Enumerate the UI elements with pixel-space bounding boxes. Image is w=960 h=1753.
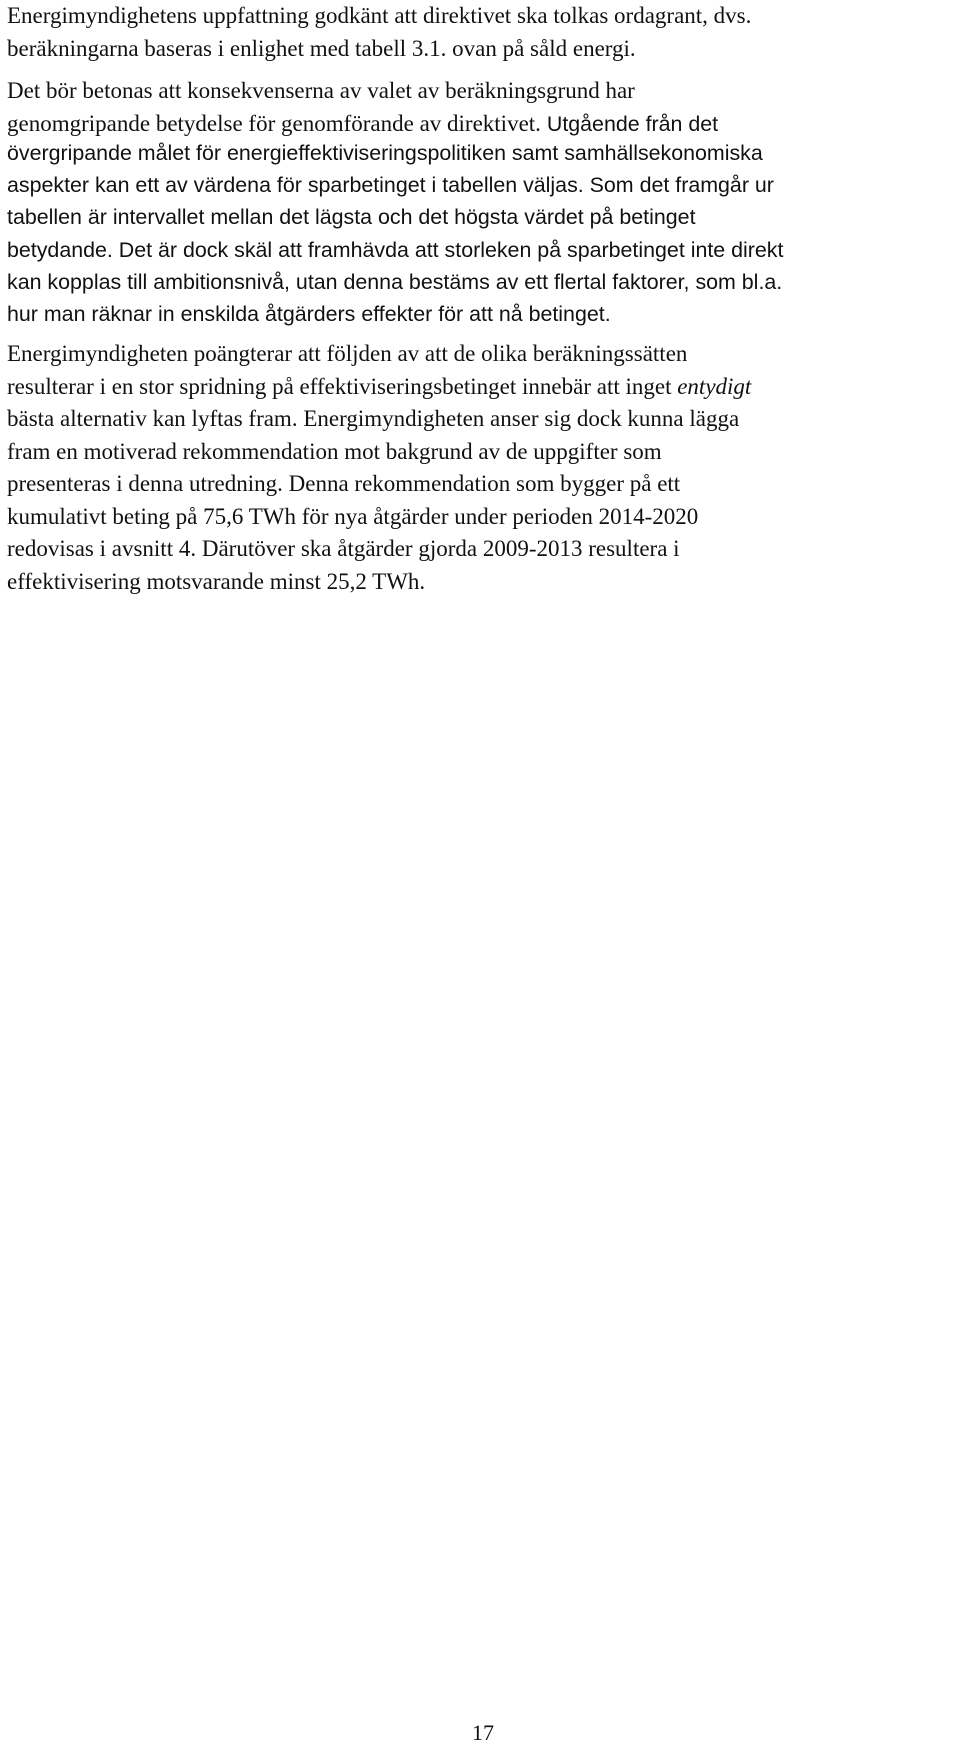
emphasis-text: entydigt bbox=[677, 373, 752, 399]
page-number: 17 bbox=[472, 1720, 494, 1745]
paragraph-2-serif bbox=[7, 75, 718, 140]
text-line: fram en motiverad rekommendation mot bakgrund av de uppgifter som bbox=[7, 438, 662, 464]
text-segment: resulterar i en stor spridning på effektiviseringsbetinget innebär att inget bbox=[7, 373, 678, 399]
text-line: presenteras i denna utredning. Denna rekommendation som bygger på ett bbox=[7, 471, 681, 496]
text-line: beräkningarna baseras i enlighet med tabell 3.1. ovan på såld energi. bbox=[7, 35, 636, 61]
text-line: Det bör betonas att konsekvenserna av valet av beräkningsgrund har bbox=[7, 78, 635, 103]
text-line: Energimyndigheten poängterar att följden av att de olika beräkningssätten bbox=[7, 341, 688, 366]
text-line: betydande. Det är dock skäl att framhävda att storleken på sparbetinget inte direkt bbox=[7, 237, 784, 262]
text-segment-sans: Utgående från det bbox=[540, 111, 719, 136]
text-line: tabellen är intervallet mellan det lägsta och det högsta värdet på betinget bbox=[7, 205, 696, 230]
text-line: Energimyndighetens uppfattning godkänt att direktivet ska tolkas ordagrant, dvs. bbox=[7, 3, 752, 28]
text-line: bästa alternativ kan lyftas fram. Energimyndigheten anser sig dock kunna lägga bbox=[7, 406, 740, 431]
paragraph-3 bbox=[7, 338, 751, 598]
text-line: kan kopplas till ambitionsnivå, utan denna bestäms av ett flertal faktorer, som bl.a. bbox=[7, 269, 783, 294]
paragraph-2-sans bbox=[7, 137, 783, 330]
text-line: hur man räknar in enskilda åtgärders effekter för att nå betinget. bbox=[7, 302, 611, 327]
document-page bbox=[7, 0, 953, 1753]
text-line bbox=[7, 108, 718, 141]
text-line: effektivisering motsvarande minst 25,2 TWh. bbox=[7, 568, 426, 594]
text-line: aspekter kan ett av värdena för sparbetinget i tabellen väljas. Som det framgår ur bbox=[7, 173, 774, 198]
text-line: övergripande målet för energieffektiviseringspolitiken samt samhällsekonomiska bbox=[7, 141, 763, 165]
text-line: redovisas i avsnitt 4. Därutöver ska åtgärder gjorda 2009-2013 resultera i bbox=[7, 536, 680, 561]
paragraph-1 bbox=[7, 0, 751, 65]
text-segment-serif: genomgripande betydelse för genomförande av direktivet. bbox=[7, 110, 541, 136]
text-line bbox=[7, 371, 751, 404]
text-line: kumulativt beting på 75,6 TWh för nya åtgärder under perioden 2014-2020 bbox=[7, 503, 699, 529]
